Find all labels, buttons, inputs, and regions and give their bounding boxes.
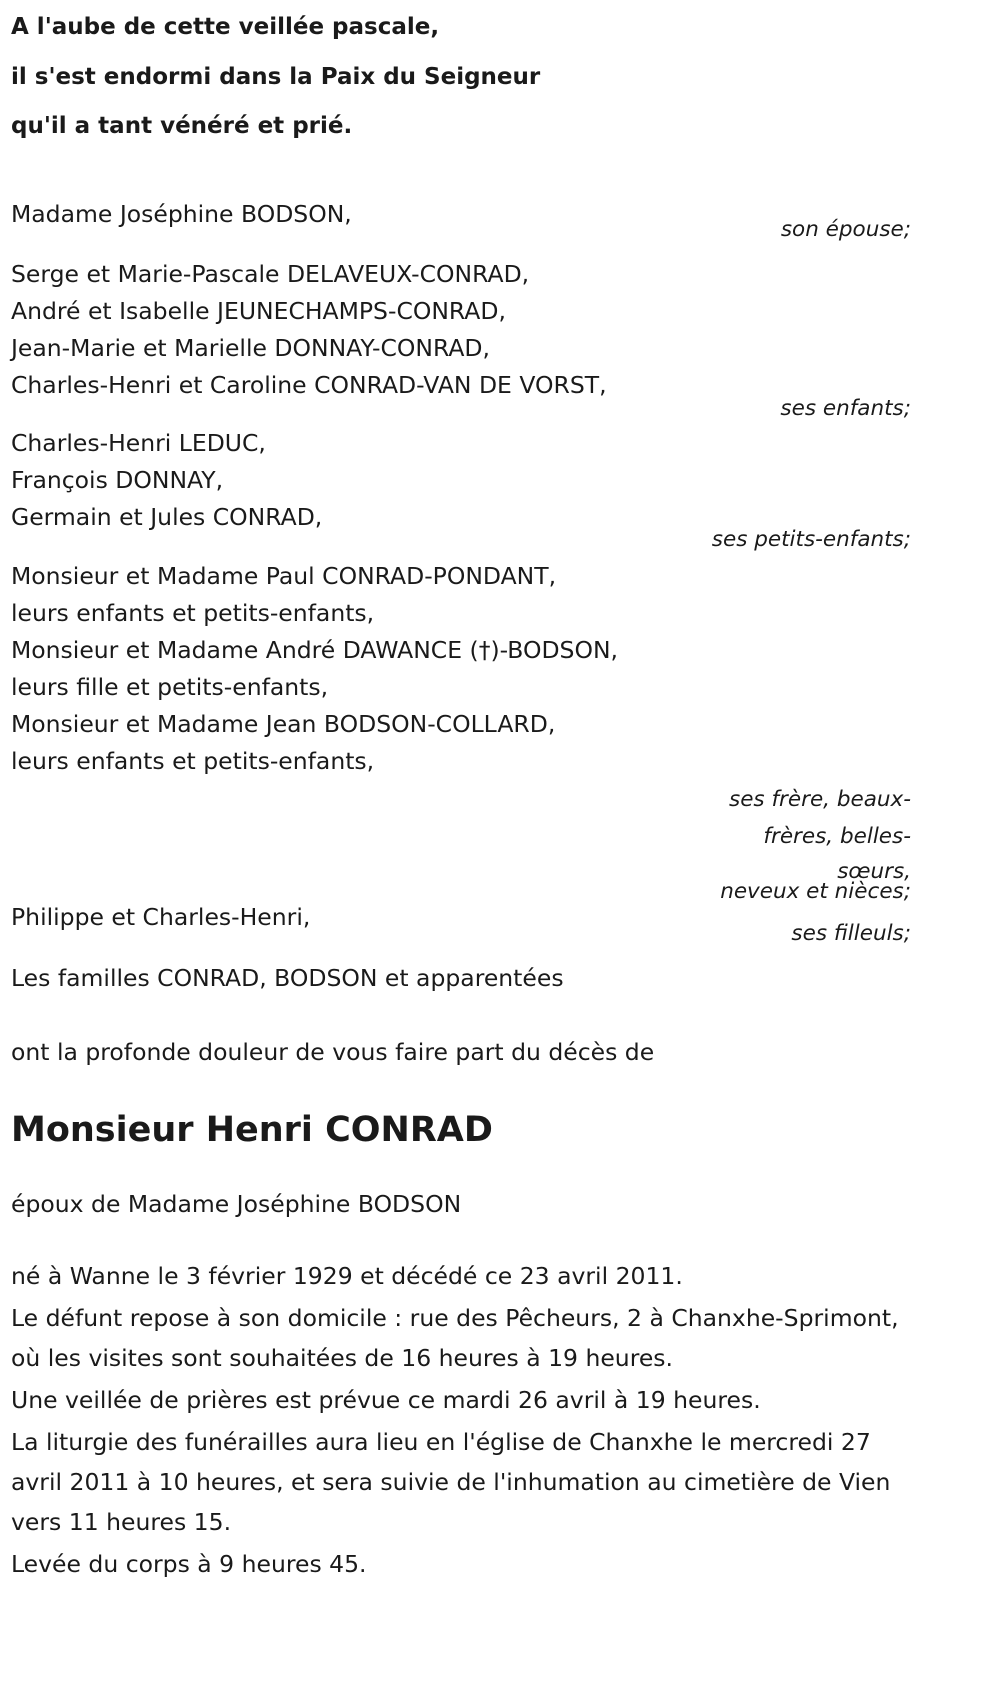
family-name-line: leurs enfants et petits-enfants, xyxy=(11,599,375,627)
family-name-line: Jean-Marie et Marielle DONNAY-CONRAD, xyxy=(11,334,490,362)
family-name-line: André et Isabelle JEUNECHAMPS-CONRAD, xyxy=(11,297,506,325)
relation-label: ses petits-enfants; xyxy=(711,527,911,552)
relation-label: son épouse; xyxy=(780,217,911,242)
family-name-line: leurs enfants et petits-enfants, xyxy=(11,747,375,775)
family-name-line: Serge et Marie-Pascale DELAVEUX-CONRAD, xyxy=(11,260,530,288)
intro-line: qu'il a tant vénéré et prié. xyxy=(11,113,353,139)
family-name-line: leurs fille et petits-enfants, xyxy=(11,673,329,701)
relation-line: neveux et nièces; xyxy=(720,879,911,904)
family-name-line: Monsieur et Madame Paul CONRAD-PONDANT, xyxy=(11,562,557,590)
intro-line: il s'est endormi dans la Paix du Seigneur xyxy=(11,64,541,90)
vigil-paragraph: Une veillée de prières est prévue ce mardi 26 avril à 19 heures. xyxy=(11,1386,761,1414)
intro-verse xyxy=(11,2,991,151)
family-group-spouse xyxy=(11,196,991,249)
relation-label: ses enfants; xyxy=(780,396,911,421)
birth-death-line: né à Wanne le 3 février 1929 et décédé ce 23 avril 2011. xyxy=(11,1262,683,1290)
relation-line: frères, belles- xyxy=(763,824,911,849)
family-name-line: Monsieur et Madame Jean BODSON-COLLARD, xyxy=(11,710,556,738)
family-name-line: François DONNAY, xyxy=(11,466,224,494)
family-name-line: Germain et Jules CONRAD, xyxy=(11,503,323,531)
family-group-children xyxy=(11,256,991,425)
families-line: Les familles CONRAD, BODSON et apparentées xyxy=(11,964,564,992)
announcement-line: ont la profonde douleur de vous faire part du décès de xyxy=(11,1038,655,1066)
relation-line: ses frère, beaux- xyxy=(729,787,911,812)
family-name-line: Madame Joséphine BODSON, xyxy=(11,200,352,228)
liturgy-paragraph: La liturgie des funérailles aura lieu en l'église de Chanxhe le mercredi 27 avril 2011 à 10 heures, et sera suivie de l'inhumation au cimetière de Vien vers 11 heures 15. xyxy=(11,1428,891,1536)
visitation-paragraph: Le défunt repose à son domicile : rue des Pêcheurs, 2 à Chanxhe-Sprimont, où les visites sont souhaitées de 16 heures à 19 heures. xyxy=(11,1304,899,1372)
family-name-line: Philippe et Charles-Henri, xyxy=(11,903,311,931)
family-name-line: Monsieur et Madame André DAWANCE (†)-BODSON, xyxy=(11,636,619,664)
relation-label xyxy=(611,781,911,907)
relation-line: sœurs, xyxy=(837,859,911,884)
family-group-grandchildren xyxy=(11,425,991,558)
family-name-line: Charles-Henri LEDUC, xyxy=(11,429,266,457)
family-group-siblings xyxy=(11,558,991,904)
funeral-details xyxy=(11,1256,911,1584)
relation-label: ses filleuls; xyxy=(791,921,911,946)
intro-line: A l'aube de cette veillée pascale, xyxy=(11,14,440,40)
family-name-line: Charles-Henri et Caroline CONRAD-VAN DE VORST, xyxy=(11,371,607,399)
removal-line: Levée du corps à 9 heures 45. xyxy=(11,1550,367,1578)
deceased-name: Monsieur Henri CONRAD xyxy=(11,1110,493,1150)
obituary-notice xyxy=(11,0,991,1584)
spouse-line: époux de Madame Joséphine BODSON xyxy=(11,1190,462,1218)
family-group-godchildren xyxy=(11,900,991,958)
